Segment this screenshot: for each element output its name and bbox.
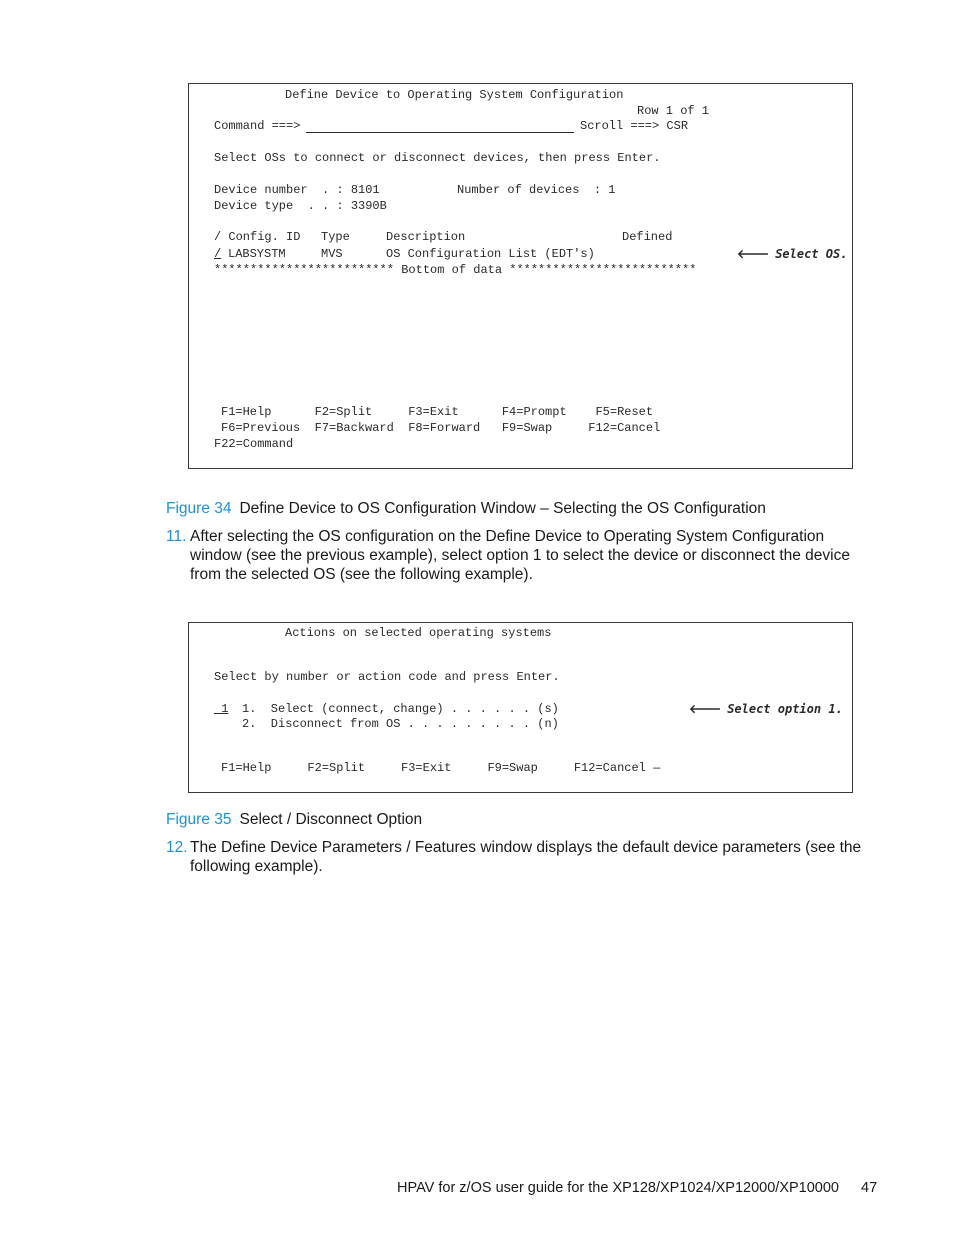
row-info: Row 1 of 1 bbox=[637, 104, 710, 118]
figure-34-label: Figure 34 bbox=[166, 500, 232, 517]
command-label: Command ===> bbox=[214, 119, 301, 133]
bottom-of-data: ************************* Bottom of data ************************** bbox=[214, 263, 697, 277]
header-description: Description bbox=[386, 230, 466, 244]
footer-page-number: 47 bbox=[861, 1180, 878, 1196]
select-os-annotation: 🡐 Select OS. bbox=[737, 247, 848, 261]
step-12-text: The Define Device Parameters / Features window displays the default device parameters (see the following example). bbox=[190, 839, 862, 875]
option-1: 1. Select (connect, change) . . . . . . (s) bbox=[242, 702, 559, 716]
function-keys-row-1: F1=Help F2=Split F3=Exit F4=Prompt F5=Reset bbox=[221, 405, 654, 419]
step-11-number: 11. bbox=[166, 528, 187, 545]
left-arrow-icon: 🡐 bbox=[689, 702, 722, 716]
number-of-devices: Number of devices : 1 bbox=[457, 183, 616, 197]
figure-35-label: Figure 35 bbox=[166, 811, 232, 828]
function-keys-row-3: F22=Command bbox=[214, 437, 294, 451]
left-arrow-icon: 🡐 bbox=[737, 247, 770, 261]
row-config-id: LABSYSTM bbox=[228, 247, 286, 261]
scroll-label: Scroll ===> CSR bbox=[580, 119, 689, 133]
row-select-field[interactable]: / bbox=[214, 247, 222, 261]
figure-34-caption-text: Define Device to OS Configuration Window – Selecting the OS Configuration bbox=[239, 500, 766, 517]
option-2: 2. Disconnect from OS . . . . . . . . . (n) bbox=[242, 717, 559, 731]
device-number: Device number . : 8101 bbox=[214, 183, 380, 197]
screen-title: Define Device to Operating System Configuration bbox=[285, 88, 624, 102]
figure-35-screen bbox=[188, 622, 853, 793]
screen-instruction: Select OSs to connect or disconnect devices, then press Enter. bbox=[214, 151, 661, 165]
step-12 bbox=[166, 838, 886, 878]
select-option-annotation: 🡐 Select option 1. bbox=[689, 702, 843, 716]
command-input[interactable] bbox=[306, 132, 574, 133]
option-selection-field[interactable]: 1 bbox=[221, 702, 229, 716]
function-keys: F1=Help F2=Split F3=Exit F9=Swap F12=Cancel — bbox=[221, 761, 661, 775]
step-11-text: After selecting the OS configuration on the Define Device to Operating System Configuration window (see the previous example), select option 1 to select the device or disconnect the device from the selected OS (see the following example). bbox=[190, 528, 850, 583]
screen-title: Actions on selected operating systems bbox=[285, 626, 552, 640]
figure-34-screen bbox=[188, 83, 853, 469]
row-description: OS Configuration List (EDT's) bbox=[386, 247, 595, 261]
header-type: Type bbox=[321, 230, 350, 244]
figure-35-caption bbox=[166, 810, 422, 829]
row-type: MVS bbox=[321, 247, 343, 261]
device-type: Device type . . : 3390B bbox=[214, 199, 387, 213]
figure-35-caption-text: Select / Disconnect Option bbox=[239, 811, 423, 828]
step-11 bbox=[166, 527, 886, 587]
figure-34-caption bbox=[166, 499, 766, 518]
footer-guide-title: HPAV for z/OS user guide for the XP128/XP1024/XP12000/XP10000 bbox=[397, 1180, 839, 1196]
header-config-id: / Config. ID bbox=[214, 230, 301, 244]
step-12-number: 12. bbox=[166, 839, 188, 856]
screen-instruction: Select by number or action code and press Enter. bbox=[214, 670, 560, 684]
function-keys-row-2: F6=Previous F7=Backward F8=Forward F9=Swap F12=Cancel bbox=[221, 421, 661, 435]
header-defined: Defined bbox=[622, 230, 673, 244]
page-footer bbox=[397, 1180, 877, 1196]
